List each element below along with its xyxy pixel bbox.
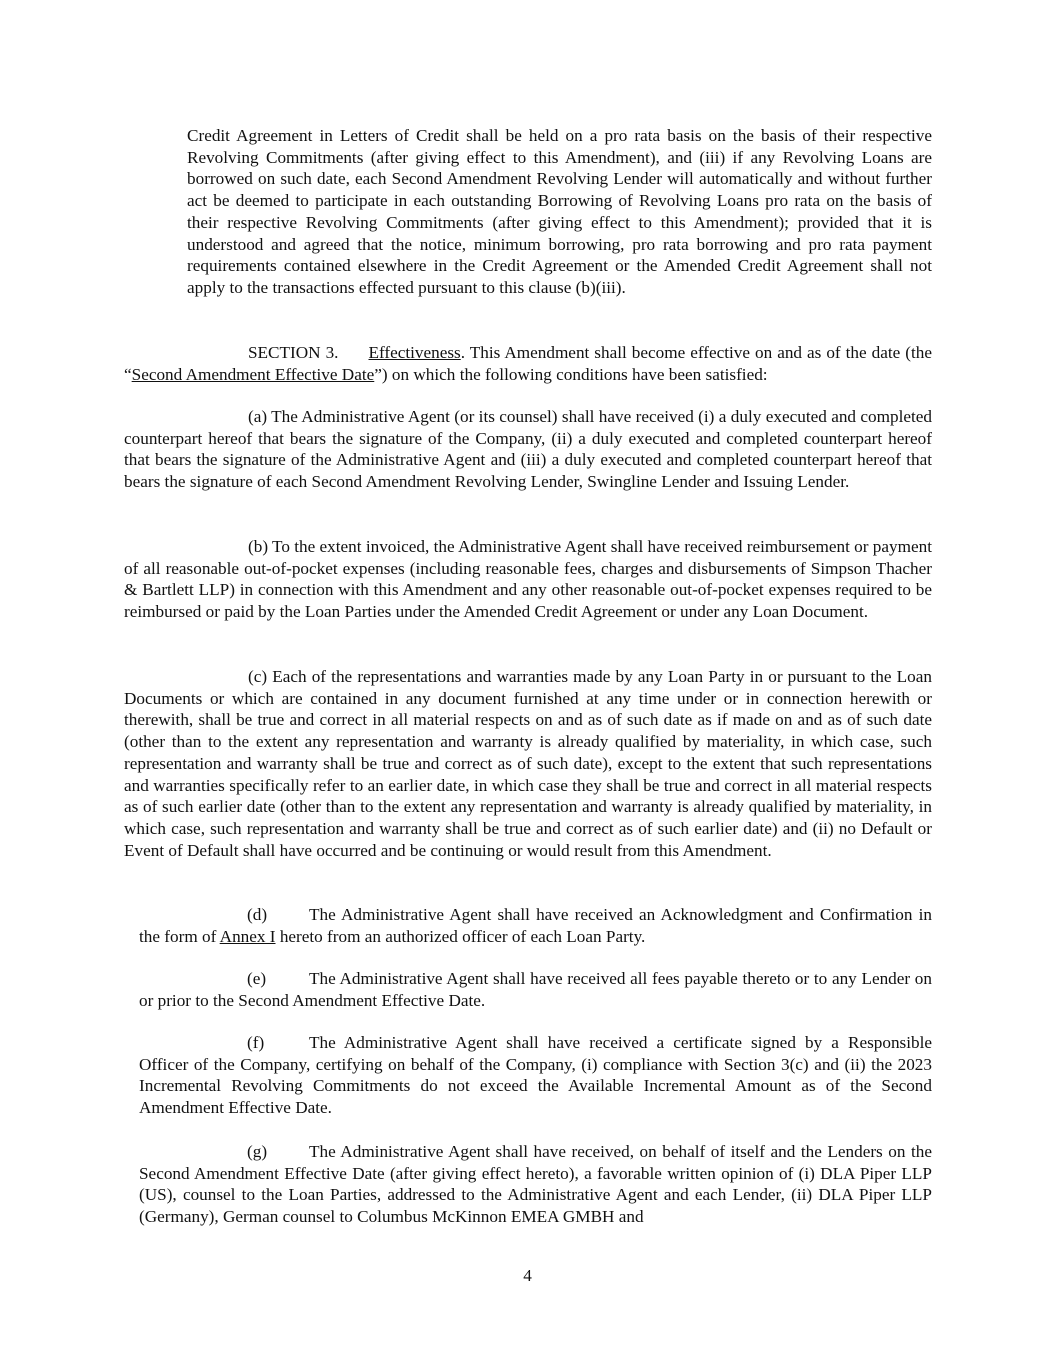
paragraph-g-text: The Administrative Agent shall have received, on behalf of itself and the Lenders on the Second Amendment Effective Date (after giving effect hereto), a favorable written opinion of (i) DLA Piper LLP (US), counsel to the Loan Parties, addressed to the Administrative Agent and each Lender, (ii) DLA Piper LLP (Germany), German counsel to Columbus McKinnon EMEA GMBH and [139, 1142, 932, 1227]
paragraph-c: (c) Each of the representations and warranties made by any Loan Party in or pursuant to the Loan Documents or which are contained in any document furnished at any time under or in connection herewith or therewith, shall be true and correct in all material respects on and as of such date as if made on and as of such date (other than to the extent any representation and warranty is already qualified by materiality, in which case, such representation and warranty shall be true and correct as of such date), except to the extent that such representations and warranties specifically refer to an earlier date, in which case they shall be true and correct in all material respects as of such earlier date (other than to the extent any representation and warranty is already qualified by materiality, in which case, such representation and warranty shall be true and correct as of such earlier date) and (ii) no Default or Event of Default shall have occurred and be continuing or would result from this Amendment. [124, 667, 932, 860]
section-number: SECTION 3. [248, 343, 339, 362]
page-number: 4 [523, 1266, 532, 1285]
paragraph-f-text: The Administrative Agent shall have received a certificate signed by a Responsible Officer of the Company, certifying on behalf of the Company, (i) compliance with Section 3(c) and (ii) the 2023 Incremental Revolving Commitments do not exceed the Available Incremental Amount as of the Second Amendment Effective Date. [139, 1033, 932, 1118]
paragraph-a: (a) The Administrative Agent (or its counsel) shall have received (i) a duly executed and completed counterpart hereof that bears the signature of the Company, (ii) a duly executed and completed counterpart hereof that bears the signature of the Administrative Agent and (iii) a duly executed and completed counterpart hereof that bears the signature of each Second Amendment Revolving Lender, Swingline Lender and Issuing Lender. [124, 407, 932, 492]
paragraph-f-label: (f) [247, 1033, 265, 1052]
paragraph-e-label: (e) [247, 969, 267, 988]
paragraph-d [139, 904, 932, 947]
paragraph-d-text-a: The Administrative Agent shall have received an Acknowledgment and Confirmation in the form of [139, 905, 932, 946]
section-intro-b: ”) on which the following conditions have been satisfied: [374, 364, 768, 384]
paragraph-e-text: The Administrative Agent shall have received all fees payable thereto or to any Lender on or prior to the Second Amendment Effective Date. [139, 969, 932, 1010]
paragraph-d-text-b: hereto from an authorized officer of each Loan Party. [275, 926, 646, 946]
paragraph-b: (b) To the extent invoiced, the Administrative Agent shall have received reimbursement or payment of all reasonable out-of-pocket expenses (including reasonable fees, charges and disbursements of Simpson Thacher & Bartlett LLP) in connection with this Amendment and any other reasonable out-of-pocket expenses required to be reimbursed or paid by the Loan Parties under the Amended Credit Agreement or under any Loan Document. [124, 537, 932, 622]
section-heading: Effectiveness [368, 343, 461, 362]
section-intro-a: . This Amendment shall become effective on and as of the date (the “ [124, 343, 932, 384]
paragraph-g [139, 1141, 932, 1228]
continuation-paragraph: Credit Agreement in Letters of Credit shall be held on a pro rata basis on the basis of their respective Revolving Commitments (after giving effect to this Amendment), and (iii) if any Revolving Loans are borrowed on such date, each Second Amendment Revolving Lender will automatically and without further act be deemed to participate in each outstanding Borrowing of Revolving Loans pro rata on the basis of their respective Revolving Commitments (after giving effect to this Amendment); provided that it is understood and agreed that the notice, minimum borrowing, pro rata borrowing and pro rata payment requirements contained elsewhere in the Credit Agreement or the Amended Credit Agreement shall not apply to the transactions effected pursuant to this clause (b)(iii). [187, 126, 932, 297]
paragraph-d-label: (d) [247, 905, 268, 924]
paragraph-f [139, 1032, 932, 1119]
paragraph-e [139, 968, 932, 1011]
annex-i-link[interactable]: Annex I [219, 926, 276, 946]
paragraph-g-label: (g) [247, 1142, 268, 1161]
defined-term: Second Amendment Effective Date [131, 364, 375, 384]
section-3-paragraph [124, 342, 932, 385]
